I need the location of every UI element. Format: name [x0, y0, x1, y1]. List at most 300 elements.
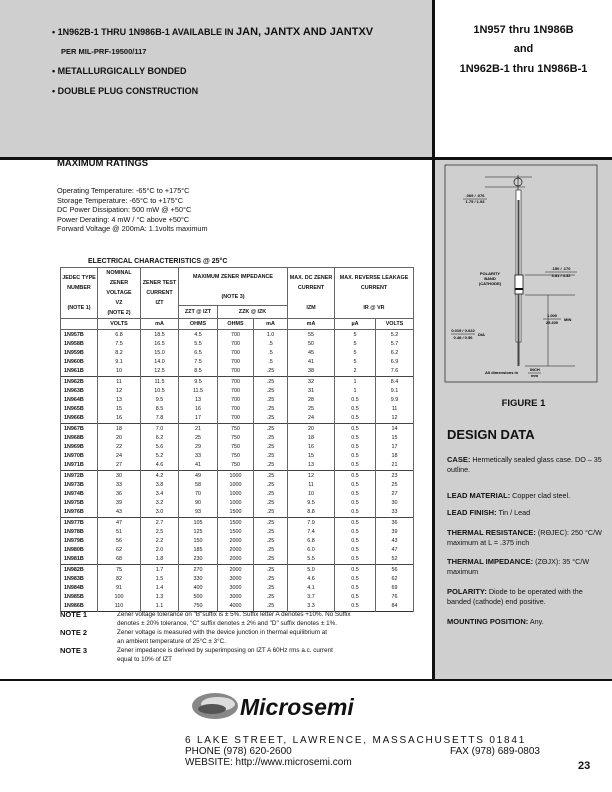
type-number-cell: 1N977B: [61, 518, 98, 529]
value-cell: 15: [376, 434, 414, 443]
value-cell: 0.5: [335, 565, 376, 576]
value-cell: 33: [179, 452, 218, 461]
type-number-cell: 1N960B: [61, 358, 98, 367]
value-cell: 28: [288, 396, 335, 405]
value-cell: 9.1: [98, 358, 141, 367]
value-cell: 16: [288, 443, 335, 452]
value-cell: 9.5: [179, 377, 218, 388]
dim-wire-diameter: 0.019 / 0.022: [451, 328, 475, 333]
table-row: [61, 424, 414, 435]
value-cell: 43: [376, 537, 414, 546]
value-cell: 33: [98, 481, 141, 490]
table-row: [61, 349, 414, 358]
value-cell: 750: [218, 424, 254, 435]
table-row: [61, 584, 414, 593]
table-row: [61, 387, 414, 396]
feature-text-large: JAN, JANTX AND JANTXV: [236, 26, 374, 38]
table-row: [61, 358, 414, 367]
value-cell: 39: [98, 499, 141, 508]
value-cell: 9.1: [376, 387, 414, 396]
value-cell: 16: [98, 414, 141, 424]
page-number: 23: [578, 760, 591, 772]
value-cell: 11: [288, 481, 335, 490]
figure-caption: FIGURE 1: [501, 398, 546, 409]
feature-item: PER MIL-PRF-19500/117: [61, 47, 147, 56]
value-cell: 1.8: [141, 555, 179, 565]
value-cell: 6.0: [288, 546, 335, 555]
value-cell: .25: [254, 367, 288, 377]
value-cell: 700: [218, 396, 254, 405]
table-row: [61, 499, 414, 508]
value-cell: 0.5: [335, 602, 376, 612]
value-cell: 3000: [218, 575, 254, 584]
value-cell: 21: [179, 424, 218, 435]
header-text: JEDEC TYPE NUMBER: [62, 275, 96, 291]
design-label: CASE:: [447, 455, 471, 464]
table-row: [61, 443, 414, 452]
units-inch: INCH: [530, 367, 540, 372]
unit-cell: OHMS: [218, 319, 254, 330]
value-cell: 32: [288, 377, 335, 388]
design-item: [447, 491, 607, 501]
value-cell: 700: [218, 330, 254, 341]
feature-item: [52, 26, 373, 38]
ratings-list: [57, 186, 208, 234]
value-cell: .25: [254, 499, 288, 508]
value-cell: 3.4: [141, 490, 179, 499]
type-number-cell: 1N963B: [61, 387, 98, 396]
value-cell: 105: [179, 518, 218, 529]
type-number-cell: 1N965B: [61, 405, 98, 414]
value-cell: 0.5: [335, 452, 376, 461]
value-cell: 49: [179, 471, 218, 482]
value-cell: 0.5: [335, 481, 376, 490]
value-cell: .25: [254, 396, 288, 405]
value-cell: 30: [376, 499, 414, 508]
value-cell: 11: [376, 405, 414, 414]
note-line: Zener voltage is measured with the device junction in thermal equilibrium at: [117, 629, 328, 636]
value-cell: .25: [254, 452, 288, 461]
value-cell: 10.5: [141, 387, 179, 396]
table-caption: ELECTRICAL CHARACTERISTICS @ 25°C: [88, 258, 228, 265]
table-row: [61, 565, 414, 576]
value-cell: 6.8: [98, 330, 141, 341]
value-cell: 0.5: [335, 471, 376, 482]
feature-text: • 1N962B-1 THRU 1N986B-1 AVAILABLE IN: [52, 27, 237, 37]
value-cell: 8.5: [141, 405, 179, 414]
dim-lead-length: 1.000: [546, 313, 558, 318]
table-row: [61, 593, 414, 602]
value-cell: 3.8: [141, 481, 179, 490]
phone: PHONE (978) 620-2600: [185, 746, 292, 757]
design-label: POLARITY:: [447, 587, 487, 596]
value-cell: .25: [254, 471, 288, 482]
header-panel: [0, 0, 433, 158]
header-nominal: [98, 268, 141, 319]
value-cell: 12.5: [141, 367, 179, 377]
value-cell: 1: [335, 377, 376, 388]
dim-min: MIN: [564, 317, 572, 322]
type-number-cell: 1N980B: [61, 546, 98, 555]
value-cell: 6.2: [376, 349, 414, 358]
design-text: Tin / Lead: [496, 508, 531, 517]
value-cell: .25: [254, 461, 288, 471]
type-number-cell: 1N959B: [61, 349, 98, 358]
value-cell: 4.6: [288, 575, 335, 584]
value-cell: .25: [254, 424, 288, 435]
type-number-cell: 1N978B: [61, 528, 98, 537]
value-cell: 0.5: [335, 434, 376, 443]
value-cell: 47: [376, 546, 414, 555]
value-cell: 27: [376, 490, 414, 499]
fax: FAX (978) 689-0803: [449, 746, 540, 757]
dim-lead-diameter-mm: 1.75 / 1.93: [465, 199, 485, 204]
value-cell: 700: [218, 377, 254, 388]
unit-cell: mA: [288, 319, 335, 330]
note: [60, 628, 351, 646]
value-cell: 24: [98, 452, 141, 461]
design-label: THERMAL IMPEDANCE:: [447, 557, 534, 566]
value-cell: .25: [254, 377, 288, 388]
type-number-cell: 1N974B: [61, 490, 98, 499]
header-text: MAX. REVERSE LEAKAGE CURRENT: [339, 275, 409, 291]
value-cell: 0.5: [335, 424, 376, 435]
table-row: [61, 518, 414, 529]
value-cell: 3000: [218, 593, 254, 602]
value-cell: 7.0: [141, 424, 179, 435]
table-row: [61, 555, 414, 565]
website-link[interactable]: WEBSITE: http://www.microsemi.com: [185, 757, 352, 768]
value-cell: .25: [254, 602, 288, 612]
dia-label: DIA: [478, 332, 485, 337]
value-cell: 1000: [218, 490, 254, 499]
header-text: NOMINAL ZENER VOLTAGE: [106, 270, 132, 296]
value-cell: .25: [254, 575, 288, 584]
value-cell: 84: [376, 602, 414, 612]
value-cell: 93: [179, 508, 218, 518]
value-cell: 0.5: [335, 508, 376, 518]
value-cell: 43: [98, 508, 141, 518]
value-cell: .25: [254, 387, 288, 396]
note-line: denotes ± 20% tolerance, "C" suffix denotes ± 2% and "D" suffix denotes ± 1%.: [117, 620, 338, 627]
value-cell: 16: [179, 405, 218, 414]
value-cell: 6.9: [376, 358, 414, 367]
unit-cell: mA: [141, 319, 179, 330]
unit-cell: mA: [254, 319, 288, 330]
header-text: MAXIMUM ZENER IMPEDANCE: [193, 273, 273, 280]
value-cell: 9.9: [376, 396, 414, 405]
value-cell: .25: [254, 593, 288, 602]
type-number-cell: 1N983B: [61, 575, 98, 584]
table-row: [61, 367, 414, 377]
value-cell: .5: [254, 340, 288, 349]
value-cell: 5: [335, 330, 376, 341]
value-cell: .25: [254, 443, 288, 452]
header-text: VZ: [115, 300, 123, 306]
design-item: [447, 528, 607, 548]
type-number-cell: 1N969B: [61, 443, 98, 452]
design-label: MOUNTING POSITION:: [447, 617, 529, 626]
value-cell: 18: [376, 452, 414, 461]
value-cell: 0.5: [335, 396, 376, 405]
ratings-heading: MAXIMUM RATINGS: [57, 158, 149, 169]
value-cell: 0.5: [335, 537, 376, 546]
value-cell: 5.2: [376, 330, 414, 341]
value-cell: 7.4: [288, 528, 335, 537]
value-cell: 270: [179, 565, 218, 576]
value-cell: 47: [98, 518, 141, 529]
value-cell: 5.5: [179, 340, 218, 349]
value-cell: 13: [179, 396, 218, 405]
note: [60, 610, 351, 628]
value-cell: 8.2: [98, 349, 141, 358]
design-item: [447, 587, 607, 607]
value-cell: 62: [98, 546, 141, 555]
note-label: NOTE 1: [60, 610, 88, 619]
value-cell: 2000: [218, 546, 254, 555]
value-cell: .5: [254, 358, 288, 367]
rating-line: Operating Temperature: -65°C to +175°C: [57, 186, 190, 195]
value-cell: 7.8: [141, 414, 179, 424]
table-row: [61, 546, 414, 555]
type-number-cell: 1N976B: [61, 508, 98, 518]
type-number-cell: 1N972B: [61, 471, 98, 482]
value-cell: 82: [98, 575, 141, 584]
value-cell: 750: [179, 602, 218, 612]
value-cell: 22: [98, 443, 141, 452]
logo-text: Microsemi: [240, 694, 354, 720]
value-cell: 41: [288, 358, 335, 367]
design-text: Any.: [528, 617, 544, 626]
header-text: MAX. DC ZENER CURRENT: [289, 275, 333, 291]
design-text: (ZΘJX): 35 °C/W maximum: [447, 557, 590, 576]
table-row: [61, 405, 414, 414]
value-cell: 500: [179, 593, 218, 602]
table-row: [61, 575, 414, 584]
units-mm: mm: [531, 373, 539, 378]
header-text: IZM: [306, 305, 316, 311]
value-cell: 5.2: [141, 452, 179, 461]
design-label: LEAD FINISH:: [447, 508, 497, 517]
table-row: [61, 330, 414, 341]
value-cell: 14: [376, 424, 414, 435]
value-cell: 12: [98, 387, 141, 396]
value-cell: 0.5: [335, 414, 376, 424]
design-data-heading: DESIGN DATA: [447, 427, 535, 442]
value-cell: 700: [218, 387, 254, 396]
value-cell: .25: [254, 508, 288, 518]
header-text: IZT: [155, 300, 164, 306]
value-cell: 750: [218, 452, 254, 461]
design-item: [447, 508, 607, 518]
value-cell: 700: [218, 340, 254, 349]
value-cell: 750: [218, 434, 254, 443]
value-cell: 6.2: [141, 434, 179, 443]
value-cell: 38: [288, 367, 335, 377]
value-cell: 7.9: [288, 518, 335, 529]
logo-swoosh-icon: [190, 688, 390, 724]
value-cell: 68: [98, 555, 141, 565]
value-cell: 8.4: [376, 377, 414, 388]
rating-line: Storage Temperature: -65°C to +175°C: [57, 195, 183, 205]
table-row: [61, 414, 414, 424]
value-cell: 230: [179, 555, 218, 565]
value-cell: 1500: [218, 528, 254, 537]
units-note: All dimensions in: [485, 370, 519, 375]
value-cell: 5: [335, 340, 376, 349]
value-cell: 110: [98, 602, 141, 612]
type-number-cell: 1N973B: [61, 481, 98, 490]
value-cell: 21: [376, 461, 414, 471]
value-cell: 70: [179, 490, 218, 499]
value-cell: 0.5: [335, 584, 376, 593]
type-number-cell: 1N966B: [61, 414, 98, 424]
type-number-cell: 1N985B: [61, 593, 98, 602]
value-cell: 15: [98, 405, 141, 414]
unit-cell: OHMS: [179, 319, 218, 330]
dim-body-length: .150 / .170: [551, 266, 571, 271]
unit-cell: VOLTS: [98, 319, 141, 330]
value-cell: 29: [179, 443, 218, 452]
value-cell: 14.0: [141, 358, 179, 367]
value-cell: 18: [98, 424, 141, 435]
value-cell: 1500: [218, 508, 254, 518]
table-row: [61, 434, 414, 443]
unit-cell: µA: [335, 319, 376, 330]
note-label: NOTE 3: [60, 646, 88, 655]
feature-item: • METALLURGICALLY BONDED: [52, 66, 187, 76]
value-cell: 45: [288, 349, 335, 358]
value-cell: 0.5: [335, 546, 376, 555]
value-cell: 15: [288, 452, 335, 461]
value-cell: 2.7: [141, 518, 179, 529]
value-cell: 125: [179, 528, 218, 537]
value-cell: .25: [254, 565, 288, 576]
value-cell: 8.5: [179, 367, 218, 377]
value-cell: 16.5: [141, 340, 179, 349]
table-row: [61, 396, 414, 405]
value-cell: 2000: [218, 565, 254, 576]
note-line: equal to 10% of IZT: [117, 656, 172, 663]
package-outline-drawing: [435, 160, 612, 390]
value-cell: .5: [254, 349, 288, 358]
value-cell: 36: [98, 490, 141, 499]
value-cell: 150: [179, 537, 218, 546]
value-cell: 4.6: [141, 461, 179, 471]
value-cell: 1.7: [141, 565, 179, 576]
value-cell: 1.5: [141, 575, 179, 584]
value-cell: 2000: [218, 555, 254, 565]
type-number-cell: 1N984B: [61, 584, 98, 593]
value-cell: 75: [98, 565, 141, 576]
value-cell: 25: [179, 434, 218, 443]
value-cell: 0.5: [335, 593, 376, 602]
value-cell: 1000: [218, 481, 254, 490]
value-cell: 5.5: [288, 555, 335, 565]
value-cell: 25: [288, 405, 335, 414]
notes: [60, 610, 351, 664]
type-number-cell: 1N968B: [61, 434, 98, 443]
value-cell: 20: [98, 434, 141, 443]
value-cell: 91: [98, 584, 141, 593]
value-cell: .25: [254, 518, 288, 529]
type-number-cell: 1N962B: [61, 377, 98, 388]
value-cell: 0.5: [335, 499, 376, 508]
value-cell: 0.5: [335, 575, 376, 584]
value-cell: 0.5: [335, 518, 376, 529]
value-cell: 9.5: [141, 396, 179, 405]
value-cell: 1.0: [254, 330, 288, 341]
type-number-cell: 1N986B: [61, 602, 98, 612]
header-text: ZENER TEST CURRENT: [142, 280, 177, 296]
value-cell: 5: [335, 349, 376, 358]
value-cell: 25: [376, 481, 414, 490]
dim-lead-length-mm: 25.400: [545, 320, 559, 325]
table-row: [61, 537, 414, 546]
part-title: 1N962B-1 thru 1N986B-1: [459, 63, 588, 75]
table-row: [61, 461, 414, 471]
value-cell: 50: [288, 340, 335, 349]
header-text: (NOTE 3): [221, 293, 245, 300]
value-cell: 24: [288, 414, 335, 424]
value-cell: .25: [254, 555, 288, 565]
value-cell: 8.8: [288, 508, 335, 518]
value-cell: 56: [376, 565, 414, 576]
value-cell: 2000: [218, 537, 254, 546]
value-cell: 700: [218, 367, 254, 377]
value-cell: 0.5: [335, 461, 376, 471]
value-cell: 1.4: [141, 584, 179, 593]
note-label: NOTE 2: [60, 628, 88, 637]
value-cell: 0.5: [335, 528, 376, 537]
type-number-cell: 1N957B: [61, 330, 98, 341]
value-cell: 55: [288, 330, 335, 341]
type-number-cell: 1N981B: [61, 555, 98, 565]
value-cell: 31: [288, 387, 335, 396]
value-cell: 1000: [218, 499, 254, 508]
company-address: [185, 735, 540, 768]
value-cell: 6.5: [179, 349, 218, 358]
header-text: IR @ VR: [363, 305, 385, 311]
type-number-cell: 1N970B: [61, 452, 98, 461]
unit-cell: VOLTS: [376, 319, 414, 330]
design-label: THERMAL RESISTANCE:: [447, 528, 536, 537]
value-cell: 17: [179, 414, 218, 424]
value-cell: 7.6: [376, 367, 414, 377]
value-cell: 2.2: [141, 537, 179, 546]
note: [60, 646, 351, 664]
microsemi-logo: [190, 688, 390, 729]
address-line: 6 LAKE STREET, LAWRENCE, MASSACHUSETTS 01841: [185, 735, 527, 746]
value-cell: 3000: [218, 584, 254, 593]
value-cell: .25: [254, 537, 288, 546]
table-row: [61, 377, 414, 388]
note-line: Zener impedance is derived by superimposing on IZT A 60Hz rms a.c. current: [117, 647, 333, 654]
type-number-cell: 1N971B: [61, 461, 98, 471]
rating-line: DC Power Dissipation: 500 mW @ +50°C: [57, 205, 192, 214]
value-cell: 4000: [218, 602, 254, 612]
type-number-cell: 1N979B: [61, 537, 98, 546]
type-number-cell: 1N964B: [61, 396, 98, 405]
value-cell: 5.7: [376, 340, 414, 349]
value-cell: 0.5: [335, 443, 376, 452]
value-cell: 5.0: [288, 565, 335, 576]
design-text: (RΘJEC): 250 °C/W maximum at L = .375 inch: [447, 528, 602, 547]
rating-line: Power Derating: 4 mW / °C above +50°C: [57, 214, 190, 224]
value-cell: 5: [335, 358, 376, 367]
design-item: [447, 617, 607, 627]
note-line: Zener voltage tolerance on "B"suffix is ± 5%. Suffix letter A denotes +10%. No Suffix: [117, 611, 351, 618]
